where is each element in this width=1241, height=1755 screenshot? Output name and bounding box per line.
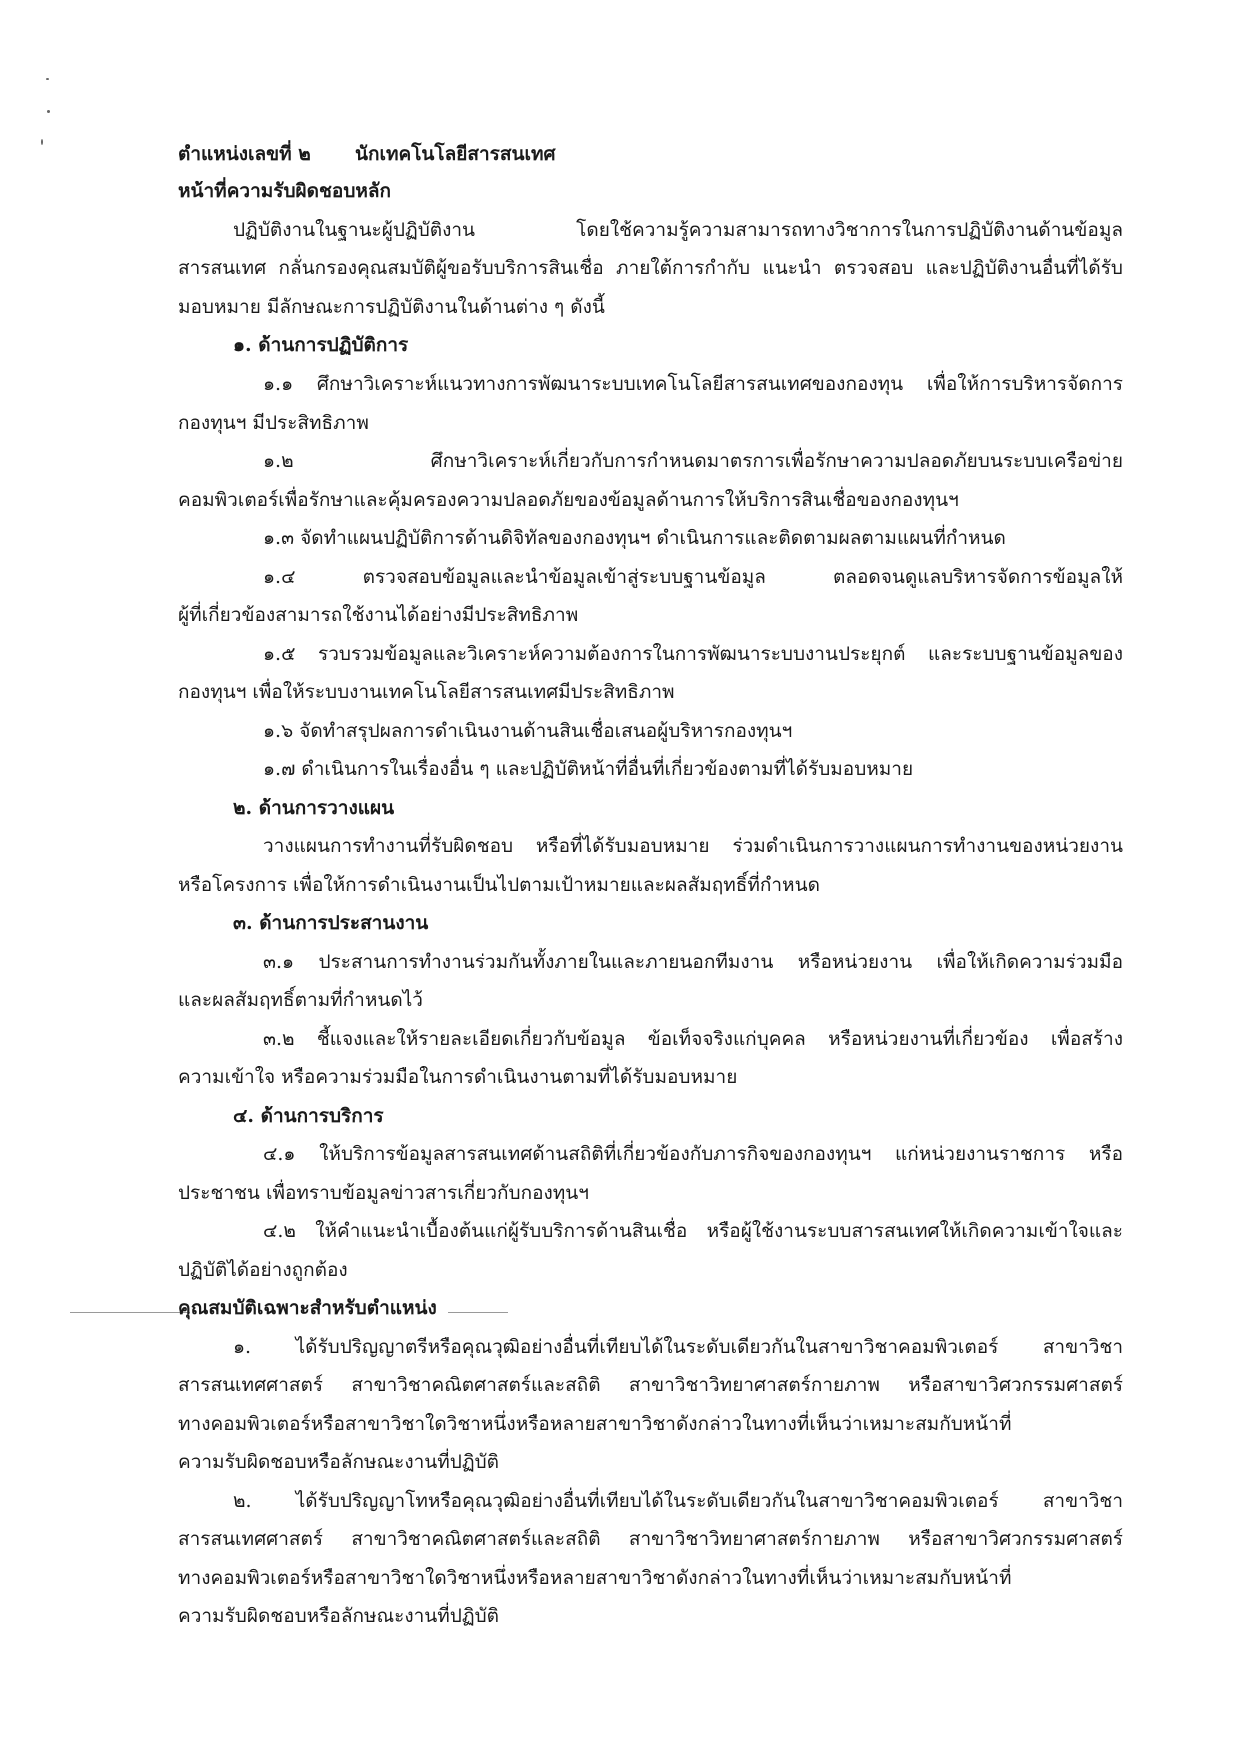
item-4-1: ๔.๑ ให้บริการข้อมูลสารสนเทศด้านสถิติที่เกี่ยวข้องกับภารกิจของกองทุนฯ แก่หน่วยงานราชการ หรือ: [263, 1143, 1123, 1165]
item-4-1-cont: ประชาชน เพื่อทราบข้อมูลข่าวสารเกี่ยวกับกองทุนฯ: [178, 1182, 589, 1204]
qualifications-heading: คุณสมบัติเฉพาะสำหรับตำแหน่ง: [178, 1297, 437, 1319]
item-1-4-cont: ผู้ที่เกี่ยวข้องสามารถใช้งานได้อย่างมีประสิทธิภาพ: [178, 604, 579, 626]
item-3-1-cont: และผลสัมฤทธิ์ตามที่กำหนดไว้: [178, 989, 423, 1011]
item-3-2: ๓.๒ ชี้แจงและให้รายละเอียดเกี่ยวกับข้อมูล ข้อเท็จจริงแก่บุคคล หรือหน่วยงานที่เกี่ยวข้อง เพื่อสร้าง: [263, 1028, 1123, 1050]
section-2-text-cont: หรือโครงการ เพื่อให้การดำเนินงานเป็นไปตามเป้าหมายและผลสัมฤทธิ์ที่กำหนด: [178, 874, 820, 896]
item-3-2-cont: ความเข้าใจ หรือความร่วมมือในการดำเนินงานตามที่ได้รับมอบหมาย: [178, 1066, 738, 1088]
qualification-1-cont: ทางคอมพิวเตอร์หรือสาขาวิชาใดวิชาหนึ่งหรือหลายสาขาวิชาดังกล่าวในทางที่เห็นว่าเหมาะสมกับหน้าที่: [178, 1413, 1012, 1435]
qualification-1-cont: สารสนเทศศาสตร์ สาขาวิชาคณิตศาสตร์และสถิติ สาขาวิชาวิทยาศาสตร์กายภาพ หรือสาขาวิศวกรรมศาสตร์: [178, 1374, 1123, 1396]
qualification-2-cont: ความรับผิดชอบหรือลักษณะงานที่ปฏิบัติ: [178, 1605, 499, 1627]
scan-rule-line: [70, 1312, 190, 1313]
section-2-heading: ๒. ด้านการวางแผน: [233, 797, 395, 819]
item-1-5: ๑.๕ รวบรวมข้อมูลและวิเคราะห์ความต้องการในการพัฒนาระบบงานประยุกต์ และระบบฐานข้อมูลของ: [263, 643, 1123, 665]
duties-heading: หน้าที่ความรับผิดชอบหลัก: [178, 180, 392, 202]
item-4-2-cont: ปฏิบัติได้อย่างถูกต้อง: [178, 1259, 348, 1281]
item-4-2: ๔.๒ ให้คำแนะนำเบื้องต้นแก่ผู้รับบริการด้านสินเชื่อ หรือผู้ใช้งานระบบสารสนเทศให้เกิดความเข้าใจและ: [263, 1220, 1123, 1242]
scan-mark: [47, 110, 50, 113]
item-1-2: ๑.๒ ศึกษาวิเคราะห์เกี่ยวกับการกำหนดมาตรการเพื่อรักษาความปลอดภัยบนระบบเครือข่าย: [263, 450, 1123, 472]
scan-mark: [46, 78, 49, 80]
section-2-text: วางแผนการทำงานที่รับผิดชอบ หรือที่ได้รับมอบหมาย ร่วมดำเนินการวางแผนการทำงานของหน่วยงาน: [263, 835, 1123, 857]
position-title: นักเทคโนโลยีสารสนเทศ: [355, 143, 556, 165]
qualification-2-cont: ทางคอมพิวเตอร์หรือสาขาวิชาใดวิชาหนึ่งหรือหลายสาขาวิชาดังกล่าวในทางที่เห็นว่าเหมาะสมกับหน้าที่: [178, 1567, 1012, 1589]
item-1-7: ๑.๗ ดำเนินการในเรื่องอื่น ๆ และปฏิบัติหน้าที่อื่นที่เกี่ยวข้องตามที่ได้รับมอบหมาย: [263, 758, 914, 780]
item-1-2-cont: คอมพิวเตอร์เพื่อรักษาและคุ้มครองความปลอดภัยของข้อมูลด้านการให้บริการสินเชื่อของกองทุนฯ: [178, 489, 959, 511]
item-1-4: ๑.๔ ตรวจสอบข้อมูลและนำข้อมูลเข้าสู่ระบบฐานข้อมูล ตลอดจนดูแลบริหารจัดการข้อมูลให้: [263, 566, 1123, 588]
qualification-2-cont: สารสนเทศศาสตร์ สาขาวิชาคณิตศาสตร์และสถิติ สาขาวิชาวิทยาศาสตร์กายภาพ หรือสาขาวิศวกรรมศาสตร์: [178, 1528, 1123, 1550]
intro-line: สารสนเทศ กลั่นกรองคุณสมบัติผู้ขอรับบริการสินเชื่อ ภายใต้การกำกับ แนะนำ ตรวจสอบ และปฏิบัติงานอื่นที่ได้รับ: [178, 257, 1123, 279]
item-1-1: ๑.๑ ศึกษาวิเคราะห์แนวทางการพัฒนาระบบเทคโนโลยีสารสนเทศของกองทุน เพื่อให้การบริหารจัดการ: [263, 373, 1123, 395]
item-1-6: ๑.๖ จัดทำสรุปผลการดำเนินงานด้านสินเชื่อเสนอผู้บริหารกองทุนฯ: [263, 720, 793, 742]
section-4-heading: ๔. ด้านการบริการ: [233, 1105, 384, 1127]
scan-mark: [41, 139, 43, 145]
intro-line: ปฏิบัติงานในฐานะผู้ปฏิบัติงาน โดยใช้ความรู้ความสามารถทางวิชาการในการปฏิบัติงานด้านข้อมูล: [233, 219, 1123, 241]
qualification-2: ๒. ได้รับปริญญาโทหรือคุณวุฒิอย่างอื่นที่เทียบได้ในระดับเดียวกันในสาขาวิชาคอมพิวเตอร์ สาขาวิชา: [233, 1490, 1123, 1512]
qualification-1-cont: ความรับผิดชอบหรือลักษณะงานที่ปฏิบัติ: [178, 1451, 499, 1473]
section-3-heading: ๓. ด้านการประสานงาน: [233, 912, 429, 934]
item-1-5-cont: กองทุนฯ เพื่อให้ระบบงานเทคโนโลยีสารสนเทศมีประสิทธิภาพ: [178, 681, 675, 703]
qualification-1: ๑. ได้รับปริญญาตรีหรือคุณวุฒิอย่างอื่นที่เทียบได้ในระดับเดียวกันในสาขาวิชาคอมพิวเตอร์ สาขาวิชา: [233, 1336, 1123, 1358]
intro-line: มอบหมาย มีลักษณะการปฏิบัติงานในด้านต่าง ๆ ดังนี้: [178, 296, 605, 318]
item-1-1-cont: กองทุนฯ มีประสิทธิภาพ: [178, 412, 369, 434]
item-1-3: ๑.๓ จัดทำแผนปฏิบัติการด้านดิจิทัลของกองทุนฯ ดำเนินการและติดตามผลตามแผนที่กำหนด: [263, 527, 1006, 549]
item-3-1: ๓.๑ ประสานการทำงานร่วมกันทั้งภายในและภายนอกทีมงาน หรือหน่วยงาน เพื่อให้เกิดความร่วมมือ: [263, 951, 1123, 973]
section-1-heading: ๑. ด้านการปฏิบัติการ: [233, 334, 409, 356]
position-number: ตำแหน่งเลขที่ ๒: [178, 143, 311, 165]
